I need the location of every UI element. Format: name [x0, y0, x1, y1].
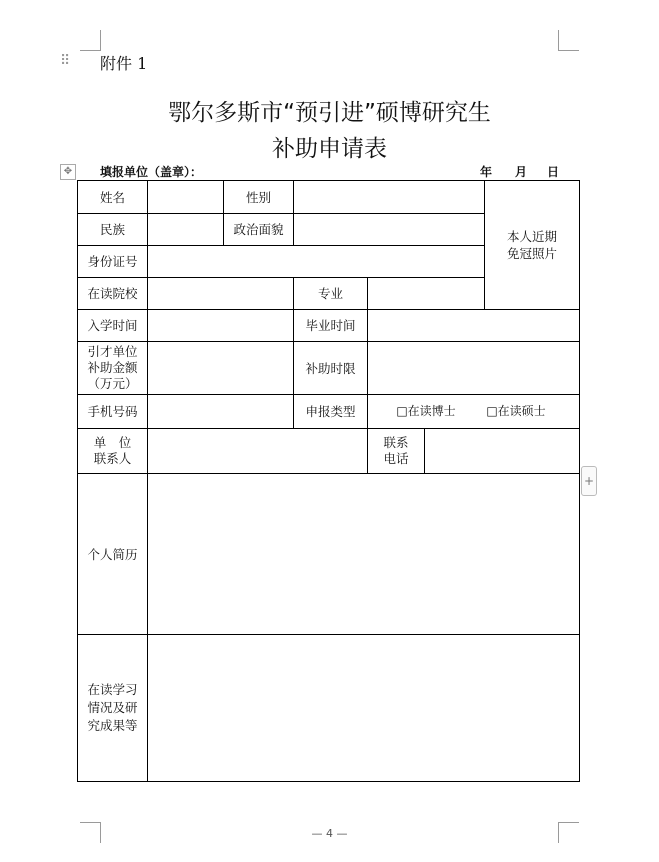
annex-label: 附件 1 — [100, 54, 148, 73]
unit-contact-label: 单 位 联系人 — [93, 435, 132, 466]
school-label: 在读院校 — [87, 286, 138, 301]
graduation-time-input[interactable] — [368, 310, 579, 341]
subsidy-period-input[interactable] — [368, 342, 579, 394]
contact-phone-input[interactable] — [425, 429, 579, 473]
crop-mark-top-left — [80, 30, 101, 51]
major-label: 专业 — [317, 286, 343, 301]
contact-phone-label: 联系 电话 — [383, 435, 409, 466]
gender-label: 性别 — [245, 189, 271, 205]
school-input[interactable] — [148, 278, 293, 309]
date-day-label: 日 — [547, 165, 560, 179]
date-year-label: 年 — [480, 165, 493, 179]
ethnicity-label: 民族 — [99, 222, 125, 237]
major-input[interactable] — [368, 278, 484, 309]
political-status-input[interactable] — [294, 214, 484, 245]
page-number: — 4 — — [311, 827, 348, 840]
study-achievements-input[interactable] — [148, 635, 579, 781]
id-number-label: 身份证号 — [87, 254, 138, 269]
phone-label: 手机号码 — [87, 404, 138, 419]
form-title-line2: 补助申请表 — [272, 136, 387, 162]
resume-label: 个人简历 — [87, 546, 138, 562]
enrollment-time-input[interactable] — [148, 310, 293, 341]
form-title-line1: 鄂尔多斯市“预引进”硕博研究生 — [168, 100, 491, 126]
date-month-label: 月 — [515, 165, 528, 179]
name-input[interactable] — [148, 181, 223, 213]
enrollment-time-label: 入学时间 — [87, 318, 138, 333]
subsidy-amount-input[interactable] — [148, 342, 293, 394]
apply-type-label: 申报类型 — [305, 404, 356, 419]
gender-input[interactable] — [294, 181, 484, 213]
ethnicity-input[interactable] — [148, 214, 223, 245]
political-status-label: 政治面貌 — [233, 222, 284, 237]
unit-contact-input[interactable] — [148, 429, 367, 473]
add-row-plus-icon[interactable]: + — [581, 466, 597, 496]
option-master-checkbox[interactable]: □在读硕士 — [486, 404, 546, 418]
application-form-table — [77, 180, 580, 782]
crop-mark-top-right — [558, 30, 579, 51]
fill-unit-label: 填报单位（盖章）： — [100, 165, 203, 179]
drag-handle-icon[interactable]: ⠿ — [60, 53, 71, 69]
resume-input[interactable] — [148, 474, 579, 634]
table-move-icon[interactable]: ✥ — [60, 164, 76, 180]
name-label: 姓名 — [99, 189, 125, 205]
option-phd-checkbox[interactable]: □在读博士 — [396, 404, 456, 418]
id-number-input[interactable] — [148, 246, 484, 277]
subsidy-period-label: 补助时限 — [305, 360, 356, 376]
phone-input[interactable] — [148, 395, 293, 428]
study-achievements-label: 在读学习 情况及研 究成果等 — [87, 682, 138, 733]
graduation-time-label: 毕业时间 — [305, 318, 356, 333]
subsidy-amount-label: 引才单位 补助金额 （万元） — [87, 344, 138, 391]
photo-placeholder[interactable]: 本人近期 免冠照片 — [506, 229, 557, 261]
